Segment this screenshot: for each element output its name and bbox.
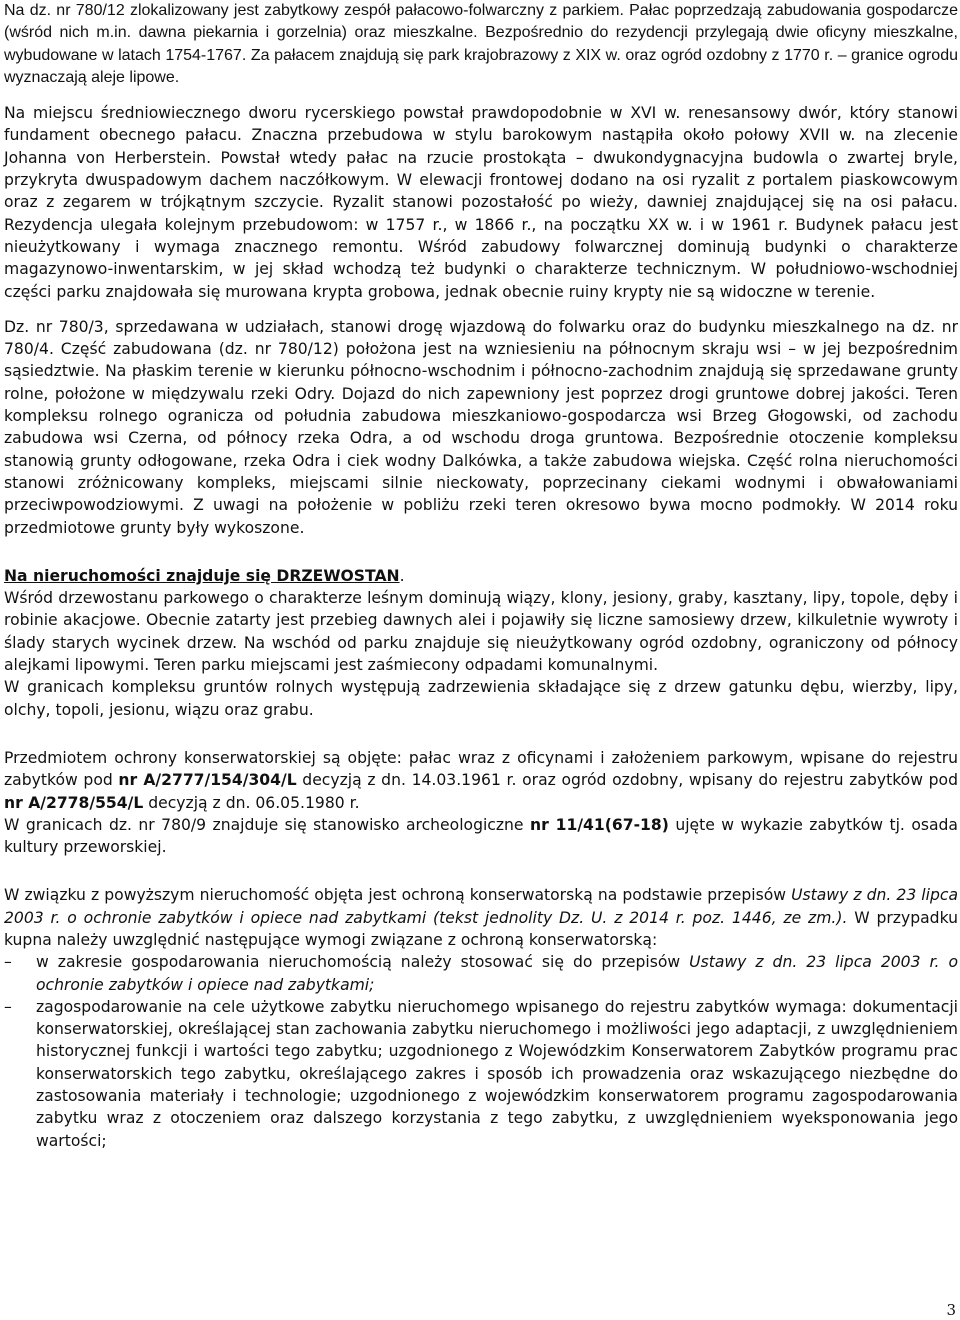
law-intro-text-a: W związku z powyższym nieruchomość objęta jest ochroną konserwatorską na podstawie przepisów bbox=[4, 886, 792, 905]
list-item bbox=[4, 951, 958, 996]
page-number: 3 bbox=[946, 1301, 956, 1319]
road-paragraph: Dz. nr 780/3, sprzedawana w udziałach, stanowi drogę wjazdową do folwarku oraz do budynku mieszkalnego na dz. nr 780/4. Część zabudowana (dz. nr 780/12) położona jest na wzniesieniu na północnym skraju wsi – w jej bezpośrednim sąsiedztwie. Na płaskim terenie w kierunku północno-wschodnim i północno-zachodnim znajdują się sprzedawane grunty rolne, położone w międzywalu rzeki Odry. Dojazd do nich zapewniony jest poprzez drogi gruntowe dobrej jakości. Teren kompleksu rolnego ogranicza od południa zabudowa mieszkaniowo-gospodarcza wsi Brzeg Głogowski, od zachodu zabudowa wsi Czerna, od północy rzeka Odra, a od wschodu droga gruntowa. Bezpośrednie otoczenie kompleksu stanowią grunty odłogowane, rzeka Odra i ciek wodny Dalkówka, a także zabudowa wiejska. Część rolna nieruchomości stanowi zróżnicowany kompleks, miejscami silnie nieckowaty, poprzecinany ciekami wodnymi i obwałowaniami przeciwpowodziowymi. Z uwagi na położenie w pobliżu rzeki teren okresowo bywa mocno podmokły. W 2014 roku przedmiotowe grunty były wykoszone. bbox=[4, 317, 958, 537]
law-intro-paragraph bbox=[4, 884, 958, 951]
protection-text-1b: decyzją z dn. 14.03.1961 r. oraz ogród ozdobny, wpisany do rejestru zabytków pod bbox=[296, 771, 958, 790]
list-dash: – bbox=[4, 997, 12, 1016]
register-number-1: nr A/2777/154/304/L bbox=[118, 771, 297, 790]
protection-paragraph-1 bbox=[4, 747, 958, 814]
list-item bbox=[4, 996, 958, 1152]
protection-text-2a: W granicach dz. nr 780/9 znajduje się stanowisko archeologiczne bbox=[4, 815, 530, 834]
law-intro-text-b: W przypadku kupna należy uwzględnić następujące wymogi związane z ochroną konserwatorską: bbox=[4, 908, 959, 949]
trees-heading: Na nieruchomości znajduje się DRZEWOSTAN bbox=[4, 566, 400, 585]
intro-sentence-1: Na dz. nr 780/12 zlokalizowany jest zabytkowy zespół pałacowo-folwarczny z parkiem. Pałac poprzedzają zabudowania gospodarcze (wśród nich m.in. dawna piekarnia i gorzelnia) oraz mieszkalne. Bezpośrednio do rezydencji przylegają dwie oficyny mieszkalne, wybudowane w latach 1754-1767. bbox=[4, 2, 958, 64]
protection-text-1a: Przedmiotem ochrony konserwatorskiej są objęte: pałac wraz z oficynami i założeniem parkowym, wpisane do rejestru zabytków pod bbox=[4, 748, 958, 790]
list-dash: – bbox=[4, 953, 12, 972]
trees-heading-line bbox=[4, 565, 958, 587]
register-number-2: nr A/2778/554/L bbox=[4, 793, 144, 812]
law-act-title: Ustawy z dn. 23 lipca 2003 r. o ochronie zabytków i opiece nad zabytkami (tekst jednolity Dz. U. z 2014 r. poz. 1446, ze zm.). bbox=[4, 886, 958, 927]
protection-paragraph-2 bbox=[4, 814, 958, 859]
requirements-list bbox=[4, 951, 958, 1152]
trees-paragraph-2: W granicach kompleksu gruntów rolnych występują zadrzewienia składające się z drzew gatunku dębu, wierzby, lipy, olchy, topoli, jesionu, wiązu oraz grabu. bbox=[4, 678, 958, 719]
list-item-italic: Ustawy z dn. 23 lipca 2003 r. o ochronie zabytków i opiece nad zabytkami; bbox=[36, 953, 959, 994]
history-paragraph: Na miejscu średniowiecznego dworu rycerskiego powstał prawdopodobnie w XVI w. renesansowy dwór, który stanowi fundament obecnego pałacu. Znaczna przebudowa w stylu barokowym nastąpiła około połowy XVII w. na zlecenie Johanna von Herberstein. Powstał wtedy pałac na rzucie prostokąta – dwukondygnacyjna budowla o zwartej bryle, przykryta dwuspadowym dachem naczółkowym. W elewacji frontowej dodano na osi ryzalit z portalem piaskowcowym oraz z zegarem w trójkątnym szczycie. Ryzalit stanowi pozostałość po wieży, dawniej znajdującej się na osi pałacu. Rezydencja ulegała kolejnym przebudowom: w 1757 r., w 1866 r., na początku XX w. i w 1961 r. Budynek pałacu jest nieużytkowany i wymaga znacznego remontu. Wśród zabudowy folwarcznej dominują budynki o charakterze magazynowo-inwentarskim, w jej skład wchodzą też budynki o charakterze technicznym. W południowo-wschodniej części parku znajdowała się murowana krypta grobowa, jednak obecnie ruiny krypty nie są widoczne w terenie. bbox=[4, 104, 958, 301]
archaeological-site-number: nr 11/41(67-18) bbox=[529, 815, 669, 834]
protection-text-1c: decyzją z dn. 06.05.1980 r. bbox=[143, 793, 360, 812]
trees-paragraph-1: Wśród drzewostanu parkowego o charakterze leśnym dominują wiązy, klony, jesiony, graby, kasztany, lipy, topole, dęby i robinie akacjowe. Obecnie zatarty jest przebieg dawnych alei i pojawiły się liczne samosiewy drzew, kilkuletnie wywroty i ślady starych wycinek drzew. Na wschód od parku znajduje się nieużytkowany ogród ozdobny, ograniczony od północy alejkami lipowymi. Teren parku miejscami jest zaśmiecony odpadami komunalnymi. bbox=[4, 589, 958, 675]
intro-paragraph bbox=[4, 0, 958, 89]
intro-sentence-2: Za pałacem znajdują się park krajobrazowy z XIX w. oraz ogród ozdobny z 1770 r. – granice ogrodu wyznaczają aleje lipowe. bbox=[4, 46, 958, 86]
trees-heading-end: . bbox=[399, 566, 405, 585]
list-item-text: zagospodarowanie na cele użytkowe zabytku nieruchomego wpisanego do rejestru zabytków wymaga: dokumentacji konserwatorskiej, określającej stan zachowania zabytku nieruchomego i możliwości jego adaptacji, z uwzględnieniem historycznej funkcji i wartości tego zabytku; uzgodnionego z Wojewódzkim Konserwatorem Zabytków programu prac konserwatorskich tego zabytku, określającego zakres i sposób ich prowadzenia oraz wskazującego niezbędne do zastosowania materiały i technologie; uzgodnionego z wojewódzkim konserwatorem programu zagospodarowania zabytku wraz z otoczeniem oraz dalszego korzystania z tego zabytku, z uwzględnieniem wyeksponowania jego wartości; bbox=[36, 997, 958, 1150]
list-item-text: w zakresie gospodarowania nieruchomością należy stosować się do przepisów bbox=[36, 953, 690, 972]
document-body bbox=[4, 0, 958, 1152]
protection-text-2b: ujęte w wykazie zabytków tj. osada kultury przeworskiej. bbox=[4, 815, 958, 857]
